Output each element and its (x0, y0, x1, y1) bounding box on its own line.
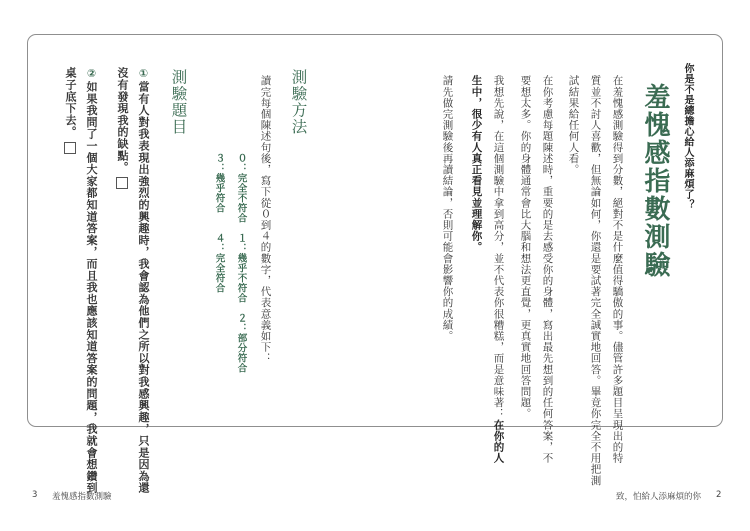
questions-heading: 測驗題目 (169, 69, 188, 135)
intro-line-3: 試結果給任何人看。 (567, 75, 580, 175)
intro-line-6 (493, 75, 504, 464)
intro-line-4: 在你考慮每題陳述時，重要的是去感受你的身體，寫出最先想到的任何答案，不 (541, 75, 554, 464)
intro-line-8: 請先做完測驗後再讀結論，否則可能會影響你的成績。 (441, 75, 454, 342)
question-1-text-a: 當有人對我表現出強烈的興趣時，我會認為他們之所以對我感興趣，只是因為還 (137, 80, 150, 494)
answer-checkbox[interactable] (64, 142, 76, 154)
intro-line-6-bold: 在你的人 (492, 419, 505, 464)
footer-left-title: 羞愧感指數測驗 (52, 492, 112, 502)
footer-right-title: 致，怕給人添麻煩的你 (616, 492, 702, 502)
footer-left-page-number: 3 (32, 490, 38, 500)
method-line-1: 讀完每個陳述句後，寫下從０到４的數字，代表意義如下： (259, 75, 272, 364)
question-2-line-1 (86, 67, 97, 494)
question-2-text-b: 桌子底下去。 (64, 67, 77, 138)
question-1-line-2 (116, 67, 128, 189)
question-1-number: ① (137, 67, 150, 81)
lead-question: 你是不是總擔心給人添麻煩了？ (682, 63, 693, 210)
question-1-line-1 (138, 67, 149, 494)
question-1-text-b: 沒有發現我的缺點。 (116, 67, 129, 174)
answer-checkbox[interactable] (116, 177, 128, 189)
intro-line-6-text: 我想先說，在這個測驗中拿到高分，並不代表你很糟糕，而是意味著： (492, 75, 505, 420)
question-2-number: ② (85, 67, 98, 81)
method-heading: 測驗方法 (289, 69, 308, 135)
intro-line-1: 在羞愧感測驗得到分數，絕對不是什麼值得驕傲的事。儘管許多題目呈現出的特 (611, 75, 624, 464)
method-options-a: ０：完全不符合 １：幾乎不符合 ２：部分符合 (235, 153, 247, 373)
page-title: 羞愧感指數測驗 (640, 83, 670, 279)
intro-line-7: 生中，很少有人真正看見並理解你。 (470, 75, 483, 253)
footer-right-page-number: 2 (716, 490, 722, 500)
intro-line-5: 要想太多。你的身體通常會比大腦和想法更直覺，更真實地回答問題。 (519, 75, 532, 420)
page-frame (27, 34, 723, 494)
intro-line-2: 質並不討人喜歡，但無論如何，你還是要試著完全誠實地回答。畢竟你完全不用把測 (589, 75, 602, 486)
method-options-b: ３：幾乎符合 ４：完全符合 (213, 153, 225, 293)
question-2-line-2 (64, 67, 76, 154)
question-2-text-a: 如果我問了一個大家都知道答案，而且我也應該知道答案的問題，我就會想鑽到 (85, 80, 98, 494)
